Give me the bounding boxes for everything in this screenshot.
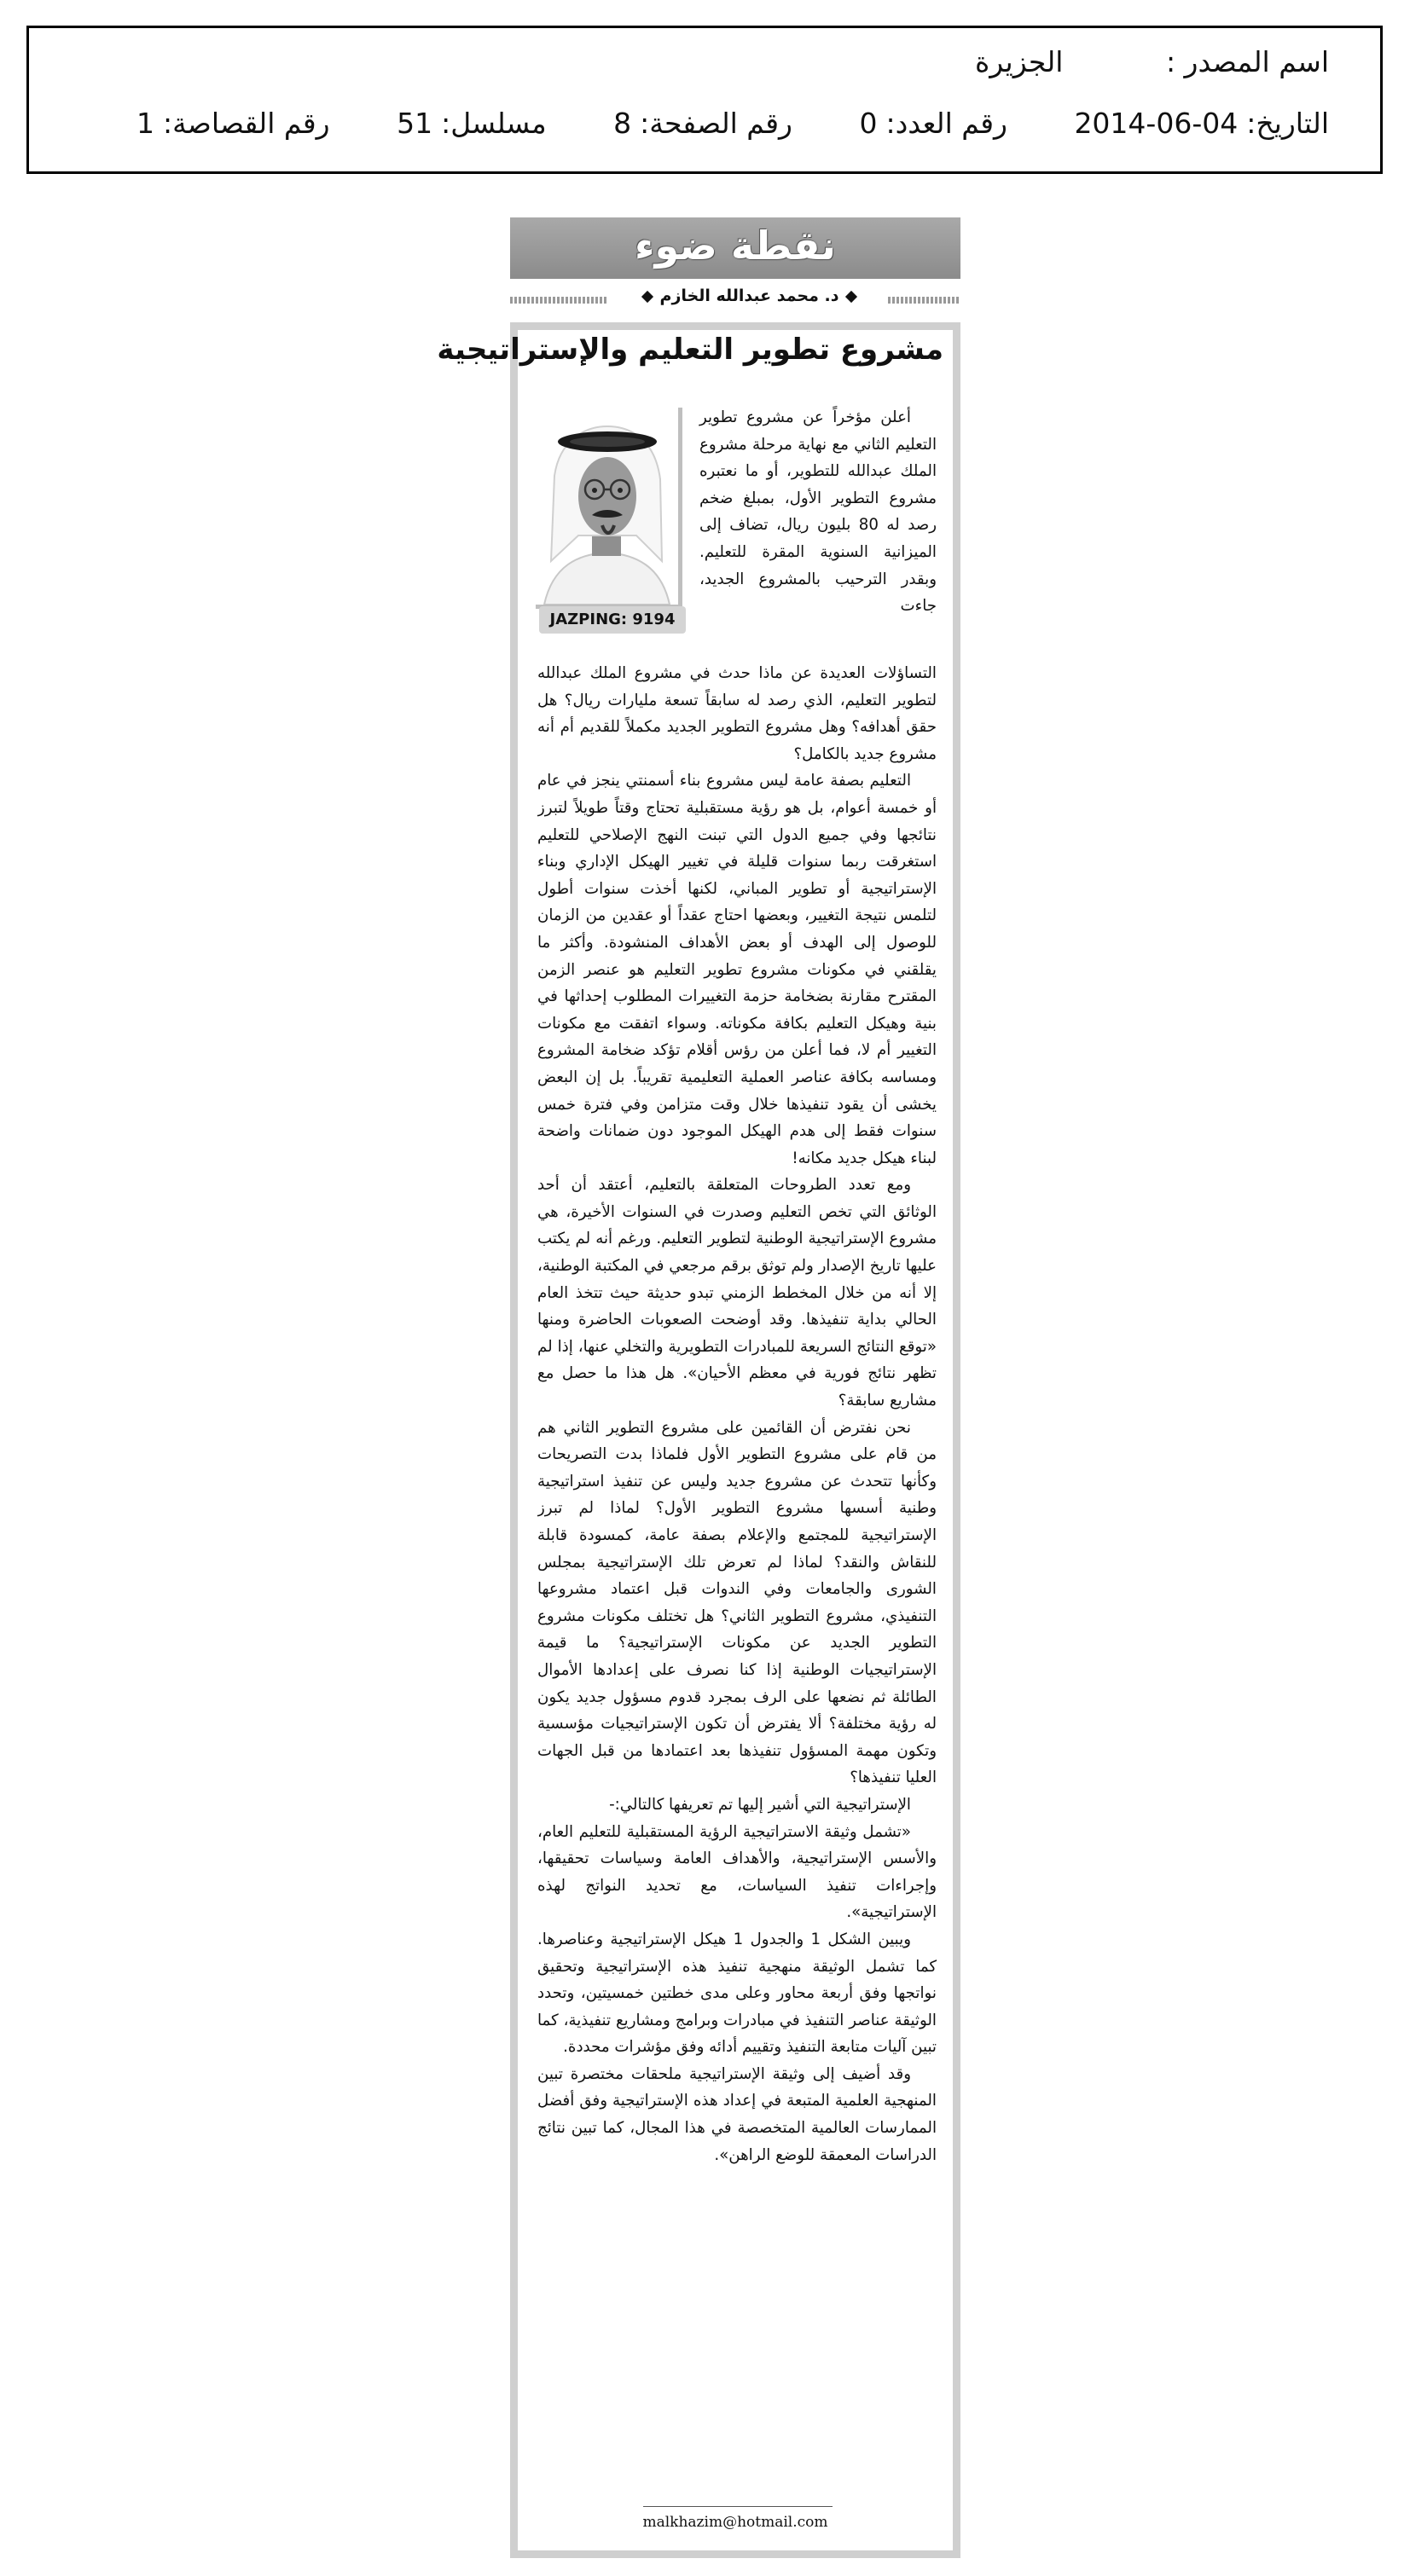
article-headline: مشروع تطوير التعليم والإستراتيجية xyxy=(437,333,943,367)
body-paragraph: ومع تعدد الطروحات المتعلقة بالتعليم، أعتقد أن أحد الوثائق التي تخص التعليم وصدرت في السنوات الأخيرة، هي مشروع الإستراتيجية الوطنية لتطوير التعليم. ورغم أنه لم يكتب عليها تاريخ الإصدار ولم توثق برقم مرجعي في المكتبة الوطنية، إلا أنه من خلال المخطط الزمني تبدو حديثة حيث تتخذ العام الحالي بداية تنفيذها. وقد أوضحت الصعوبات الحاضرة ومنها «توقع النتائج السريعة للمبادرات التطويرية والتخلي عنها، إذا لم تظهر نتائج فورية في معظم الأحيان». هل هذا ما حصل مع مشاريع سابقة؟ xyxy=(537,1176,937,1410)
issue-value: 0 xyxy=(859,107,878,140)
byline-bar xyxy=(510,287,960,312)
intro-paragraph: أعلن مؤخراً عن مشروع تطوير التعليم الثاني مع نهاية مرحلة مشروع الملك عبدالله للتطوير، أو ما نعتبره مشروع التطوير الأول، بمبلغ ضخم رصد له 80 بليون ريال، تضاف إلى الميزانية السنوية المقرة للتعليم. وبقدر الترحيب بالمشروع الجديد، جاءت xyxy=(699,408,937,616)
details-row xyxy=(136,107,1329,140)
column-title: نقطة ضوء xyxy=(635,223,836,269)
issue-field xyxy=(859,107,1007,140)
byline-rule-left xyxy=(510,297,608,304)
article-body xyxy=(537,660,937,2485)
clip-field xyxy=(136,107,330,140)
clip-value: 1 xyxy=(136,107,154,140)
column-banner xyxy=(510,217,960,279)
page-label: رقم الصفحة: xyxy=(640,107,792,140)
serial-value: 51 xyxy=(397,107,433,140)
body-paragraph: التعليم بصفة عامة ليس مشروع بناء أسمنتي ينجز في عام أو خمسة أعوام، بل هو رؤية مستقبلية تحتاج وقتاً طويلاً لتبرز نتائجها وفي جميع الدول التي تبنت النهج الإصلاحي للتعليم استغرقت ربما سنوات قليلة في تغيير الهيكل الإداري وبناء الإستراتيجية أو تطوير المباني، لكنها أخذت سنوات أطول لتلمس نتيجة التغيير، وبعضها احتاج عقداً أو عقدين من الزمان للوصول إلى الهدف أو بعض الأهداف المنشودة. وأكثر ما يقلقني في مكونات مشروع تطوير التعليم هو عنصر الزمن المقترح مقارنة بضخامة حزمة التغييرات المطلوب إحداثها في بنية وهيكل التعليم بكافة مكوناته. وسواء اتفقت مع مكونات التغيير أم لا، فما أعلن من رؤس أقلام تؤكد ضخامة المشروع ومساسه بكافة عناصر العملية التعليمية تقريباً. بل إن البعض يخشى أن يقود تنفيذها خلال وقت متزامن وفي فترة خمس سنوات فقط إلى هدم الهيكل الموجود دون ضمانات واضحة لبناء هيكل جديد مكانه! xyxy=(537,772,937,1167)
page-value: 8 xyxy=(613,107,632,140)
diamond-icon xyxy=(641,290,653,302)
serial-field xyxy=(397,107,547,140)
date-label: التاريخ: xyxy=(1246,107,1329,140)
body-paragraph: ويبين الشكل 1 والجدول 1 هيكل الإستراتيجية وعناصرها. كما تشمل الوثيقة منهجية تنفيذ هذه الإستراتيجية وتحقيق نواتجها وفق أربعة محاور وعلى مدى خطتين خمسيتين، وتحدد الوثيقة عناصر التنفيذ في مبادرات وبرامج ومشاريع تنفيذية، كما تبين آليات متابعة التنفيذ وتقييم أدائه وفق مؤشرات محددة. xyxy=(537,1930,937,2057)
clip-label: رقم القصاصة: xyxy=(162,107,330,140)
source-label: اسم المصدر : xyxy=(1165,45,1329,78)
source-value: الجزيرة xyxy=(975,45,1064,78)
signature-divider xyxy=(643,2506,833,2507)
body-paragraph: الإستراتيجية التي أشير إليها تم تعريفها كالتالي:- xyxy=(609,1795,911,1814)
serial-label: مسلسل: xyxy=(441,107,547,140)
byline xyxy=(611,287,888,305)
date-value: 2014-06-04 xyxy=(1074,107,1239,140)
author-email: malkhazim@hotmail.com xyxy=(642,2514,828,2531)
date-field xyxy=(1074,107,1329,140)
issue-label: رقم العدد: xyxy=(885,107,1007,140)
page-field xyxy=(613,107,792,140)
article-intro xyxy=(537,404,937,660)
body-paragraph: نحن نفترض أن القائمين على مشروع التطوير الثاني هم من قام على مشروع التطوير الأول فلماذا بدت التصريحات وكأنها تتحدث عن مشروع جديد وليس عن تنفيذ استراتيجية وطنية أسسها مشروع التطوير الأول؟ لماذا لم تبرز الإستراتيجية للمجتمع والإعلام بصفة عامة، كمسودة قابلة للنقاش والنقد؟ لماذا لم تعرض تلك الإستراتيجية بمجلس الشورى والجامعات وفي الندوات قبل اعتماد مشروعها التنفيذي، مشروع التطوير الثاني؟ هل تختلف مكونات مشروع التطوير الجديد عن مكونات الإستراتيجية؟ ما قيمة الإستراتيجيات الوطنية إذا كنا نصرف على إعدادها الأموال الطائلة ثم نضعها على الرف بمجرد قدوم مسؤول جديد يكون له رؤية مختلفة؟ ألا يفترض أن تكون الإستراتيجيات مؤسسية وتكون مهمة المسؤول تنفيذها بعد اعتمادها من قبل الجهات العليا تنفيذها؟ xyxy=(537,1418,937,1787)
jazping-tag: JAZPING: 9194 xyxy=(539,606,686,634)
source-row xyxy=(975,45,1329,78)
source-info-box xyxy=(26,26,1383,174)
body-paragraph: التساؤلات العديدة عن ماذا حدث في مشروع الملك عبدالله لتطوير التعليم، الذي رصد له سابقاً تسعة مليارات ريال؟ هل حقق أهدافه؟ وهل مشروع التطوير الجديد مكملاً للقديم أم أنه مشروع جديد بالكامل؟ xyxy=(537,664,937,763)
byline-rule-right xyxy=(888,297,960,304)
author-name: د. محمد عبدالله الخازم xyxy=(659,287,839,305)
body-paragraph: وقد أضيف إلى وثيقة الإستراتيجية ملحقات مختصرة تبين المنهجية العلمية المتبعة في إعداد هذه الإستراتيجية وفق أفضل الممارسات العالمية المتخصصة في هذا المجال، كما تبين نتائج الدراسات المعمقة للوضع الراهن». xyxy=(537,2064,937,2164)
body-paragraph: «تشمل وثيقة الاستراتيجية الرؤية المستقبلية للتعليم العام، والأسس الإستراتيجية، والأهداف العامة وسياسات تحقيقها، وإجراءات تنفيذ السياسات، مع تحديد النواتج لهذه الإستراتيجية». xyxy=(537,1822,937,1922)
diamond-icon xyxy=(845,290,857,302)
